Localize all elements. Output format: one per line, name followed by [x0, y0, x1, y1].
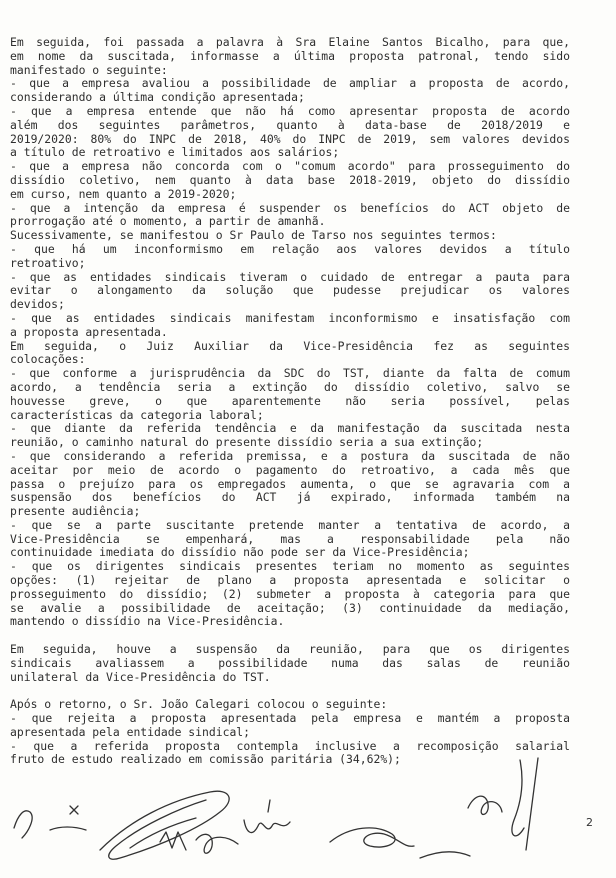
text-line: - que as entidades sindicais tiveram o cuidado de entregar a pauta para: [10, 270, 570, 284]
text-line: Sucessivamente, se manifestou o Sr Paulo de Tarso nos seguintes termos:: [10, 229, 497, 243]
text-line: - que a empresa não concorda com o "comum acordo" para prosseguimento do: [10, 160, 570, 174]
text-line: colocações:: [10, 353, 86, 367]
text-line: passa o prejuízo para os empregados aumenta, o que se agravaria com a: [10, 477, 570, 491]
text-line: retroativo;: [10, 256, 86, 270]
text-line: evitar o alongamento da solução que pudesse prejudicar os valores: [10, 284, 570, 298]
text-line: - que considerando a referida premissa, e a postura da suscitada de não: [10, 449, 570, 463]
text-line: além dos seguintes parâmetros, quanto à data-base de 2018/2019 e: [10, 118, 570, 132]
text-line: dissídio coletivo, nem quanto à data base 2018-2019, objeto do dissídio: [10, 173, 570, 187]
text-line: a proposta apresentada.: [10, 325, 168, 339]
text-line: manifestado o seguinte:: [10, 63, 168, 77]
text-line: a título de retroativo e limitados aos salários;: [10, 146, 340, 160]
text-line: reunião, o caminho natural do presente dissídio seria a sua extinção;: [10, 436, 484, 450]
text-line: acordo, a tendência seria a extinção do dissídio coletivo, salvo se: [10, 380, 570, 394]
text-line: - que os dirigentes sindicais presentes teriam no momento as seguintes: [10, 560, 570, 574]
text-line: prosseguimento do dissídio; (2) submeter a proposta à categoria para que: [10, 587, 570, 601]
text-line: houvesse greve, o que aparentemente não seria possível, pelas: [10, 394, 570, 408]
text-line: unilateral da Vice-Presidência do TST.: [10, 670, 271, 684]
text-line: Em seguida, o Juiz Auxiliar da Vice-Presidência fez as seguintes: [10, 339, 570, 353]
text-line: Em seguida, foi passada a palavra à Sra Elaine Santos Bicalho, para que,: [10, 36, 570, 49]
text-line: Vice-Presidência se empenhará, mas a responsabilidade pela não: [10, 532, 570, 546]
text-line: sindicais avaliassem a possibilidade numa das salas de reunião: [10, 656, 570, 670]
text-line: 2019/2020: 80% do INPC de 2018, 40% do INPC de 2019, sem valores devidos: [10, 132, 570, 146]
text-line: - que conforme a jurisprudência da SDC do TST, diante da falta de comum: [10, 367, 570, 381]
text-line: mantendo o dissídio na Vice-Presidência.: [10, 615, 285, 629]
text-line: considerando a última condição apresentada;: [10, 91, 305, 105]
text-line: suspensão dos benefícios do ACT já expirado, informada também na: [10, 491, 570, 505]
text-line: características da categoria laboral;: [10, 408, 264, 422]
text-line: - que há um inconformismo em relação aos valores devidos a título: [10, 242, 570, 256]
text-line: - que rejeita a proposta apresentada pela empresa e mantém a proposta: [10, 712, 570, 726]
text-line: - que se a parte suscitante pretende manter a tentativa de acordo, a: [10, 518, 570, 532]
text-line: - que a empresa avaliou a possibilidade de ampliar a proposta de acordo,: [10, 77, 570, 91]
text-line: se avalie a possibilidade de aceitação; (3) continuidade da mediação,: [10, 601, 570, 615]
text-line: continuidade imediata do dissídio não pode ser da Vice-Presidência;: [10, 546, 470, 560]
text-line: - que diante da referida tendência e da manifestação da suscitada nesta: [10, 422, 570, 436]
text-line: apresentada pela entidade sindical;: [10, 725, 251, 739]
text-line: - que as entidades sindicais manifestam inconformismo e insatisfação com: [10, 311, 570, 325]
text-line: em nome da suscitada, informasse a última proposta patronal, tendo sido: [10, 49, 570, 63]
text-line: Em seguida, houve a suspensão da reunião, para que os dirigentes: [10, 643, 570, 657]
text-line: devidos;: [10, 298, 65, 312]
text-line: prorrogação até o momento, a partir de amanhã.: [10, 215, 326, 229]
text-line: - que a empresa entende que não há como apresentar proposta de acordo: [10, 104, 570, 118]
text-line: aceitar por meio de acordo o pagamento do retroativo, a cada mês que: [10, 463, 570, 477]
text-line: opções: (1) rejeitar de plano a proposta apresentada e solicitar o: [10, 574, 570, 588]
text-line: presente audiência;: [10, 505, 141, 519]
page-number: 2: [586, 816, 593, 829]
text-line: - que a intenção da empresa é suspender os benefícios do ACT objeto de: [10, 201, 570, 215]
text-line: em curso, nem quanto a 2019-2020;: [10, 187, 237, 201]
text-line: - que a referida proposta contempla inclusive a recomposição salarial: [10, 739, 570, 753]
text-line: Após o retorno, o Sr. João Calegari colocou o seguinte:: [10, 698, 388, 712]
text-line: fruto de estudo realizado em comissão paritária (34,62%);: [10, 753, 401, 767]
